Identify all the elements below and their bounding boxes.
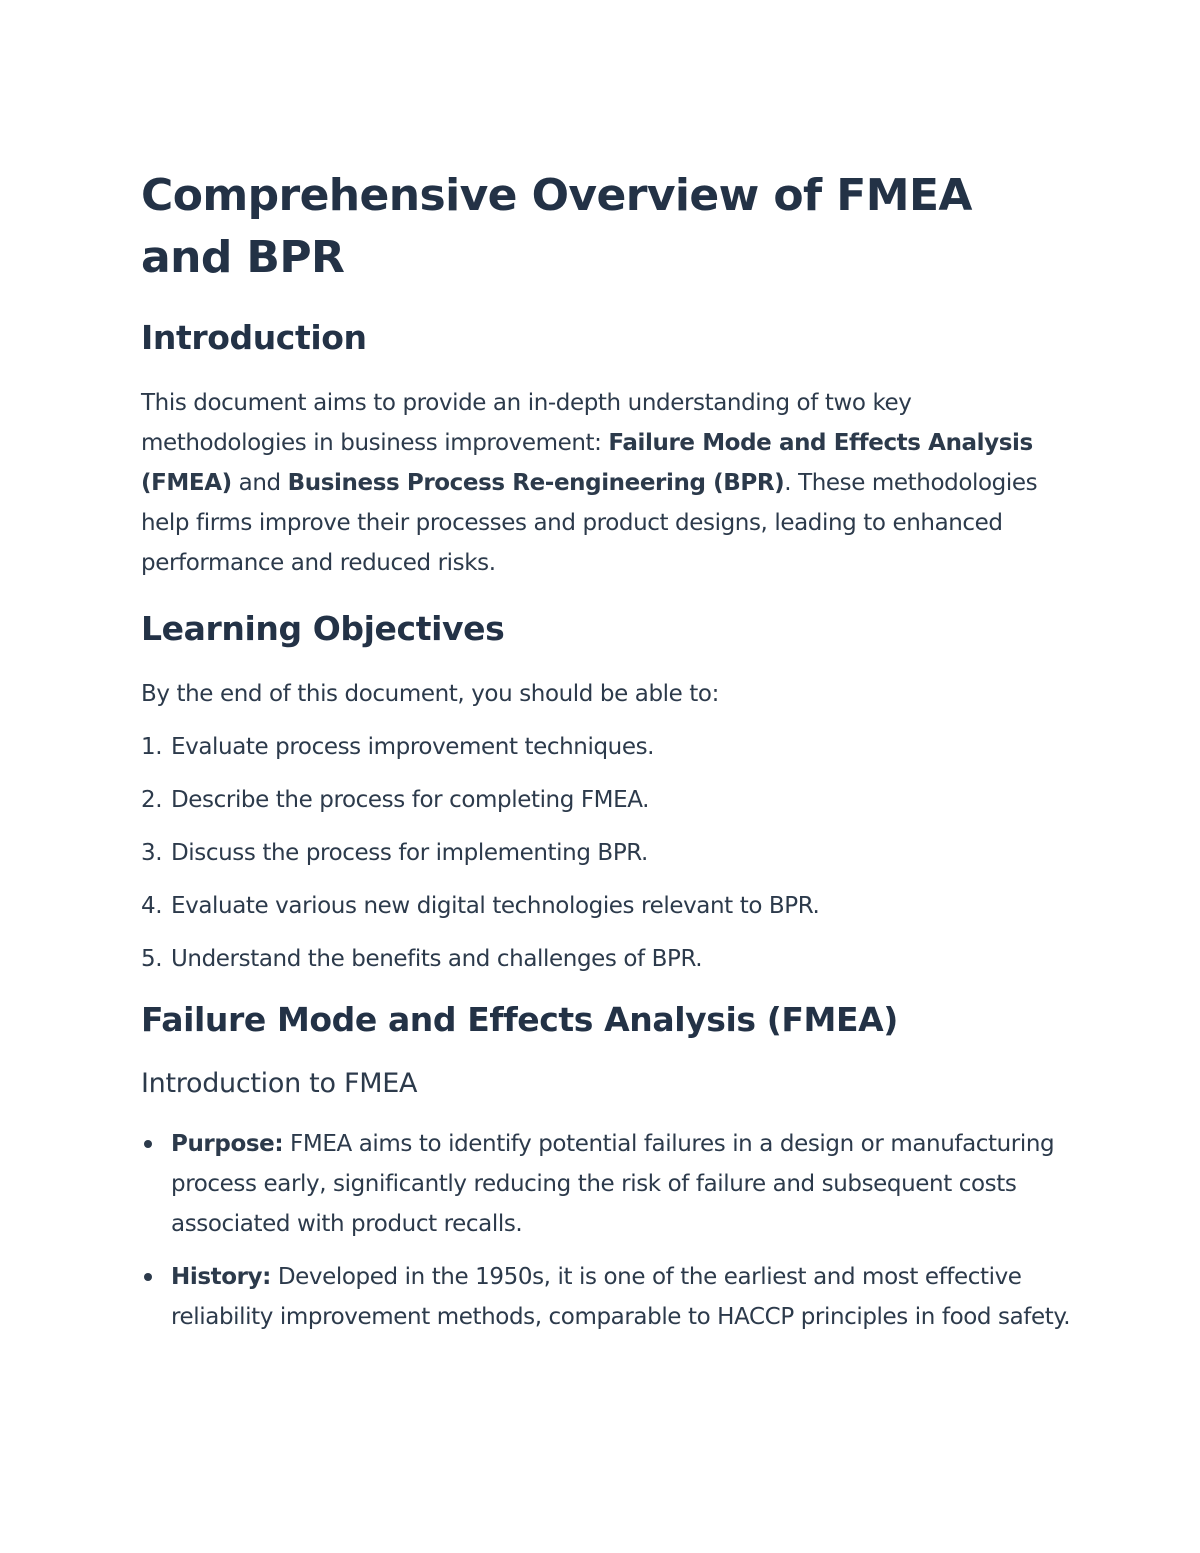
objective-item: [141, 727, 1071, 767]
objective-item: [141, 886, 1071, 926]
introduction-text-2: and: [231, 470, 288, 496]
introduction-bold-bpr: Business Process Re-engineering (BPR): [287, 470, 785, 496]
document-page: [141, 165, 1071, 1350]
objective-number: 2.: [141, 787, 163, 813]
objective-text: Discuss the process for implementing BPR.: [171, 840, 648, 866]
bullet-label: History:: [171, 1264, 271, 1290]
bullet-text: Developed in the 1950s, it is one of the earliest and most effective reliability improvement methods, comparable to HACCP principles in food safety.: [171, 1264, 1071, 1330]
objective-text: Understand the benefits and challenges of BPR.: [171, 946, 703, 972]
fmea-intro-subheading: Introduction to FMEA: [141, 1068, 418, 1099]
objectives-list: [141, 727, 1071, 979]
objective-item: [141, 780, 1071, 820]
introduction-paragraph: [141, 383, 1071, 583]
objectives-heading: Learning Objectives: [141, 609, 505, 648]
objective-number: 5.: [141, 946, 163, 972]
objective-item: [141, 939, 1071, 979]
fmea-bullet-list: [141, 1124, 1071, 1337]
objective-text: Evaluate process improvement techniques.: [171, 734, 655, 760]
objective-number: 3.: [141, 840, 163, 866]
objective-item: [141, 833, 1071, 873]
introduction-text-1: This document aims to provide an in-depth understanding of two key methodologies in business improvement:: [141, 390, 912, 456]
objective-text: Describe the process for completing FMEA.: [171, 787, 650, 813]
bullet-text: FMEA aims to identify potential failures in a design or manufacturing process early, significantly reducing the risk of failure and subsequent costs associated with product recalls.: [171, 1131, 1055, 1237]
fmea-heading: Failure Mode and Effects Analysis (FMEA): [141, 1000, 898, 1039]
objectives-lead: By the end of this document, you should be able to:: [141, 681, 719, 707]
objective-number: 1.: [141, 734, 163, 760]
introduction-bold-fmea: Failure Mode and Effects Analysis (FMEA): [141, 430, 1033, 496]
introduction-heading: Introduction: [141, 318, 367, 357]
objective-text: Evaluate various new digital technologies relevant to BPR.: [171, 893, 820, 919]
objective-number: 4.: [141, 893, 163, 919]
fmea-bullet-item: [141, 1257, 1071, 1337]
fmea-bullet-item: [141, 1124, 1071, 1244]
bullet-dot-icon: [144, 1140, 152, 1148]
introduction-text-3: . These methodologies help firms improve their processes and product designs, leading to enhanced performance and reduced risks.: [141, 470, 1038, 576]
bullet-dot-icon: [144, 1273, 152, 1281]
document-title: Comprehensive Overview of FMEA and BPR: [141, 170, 972, 283]
bullet-label: Purpose:: [171, 1131, 284, 1157]
